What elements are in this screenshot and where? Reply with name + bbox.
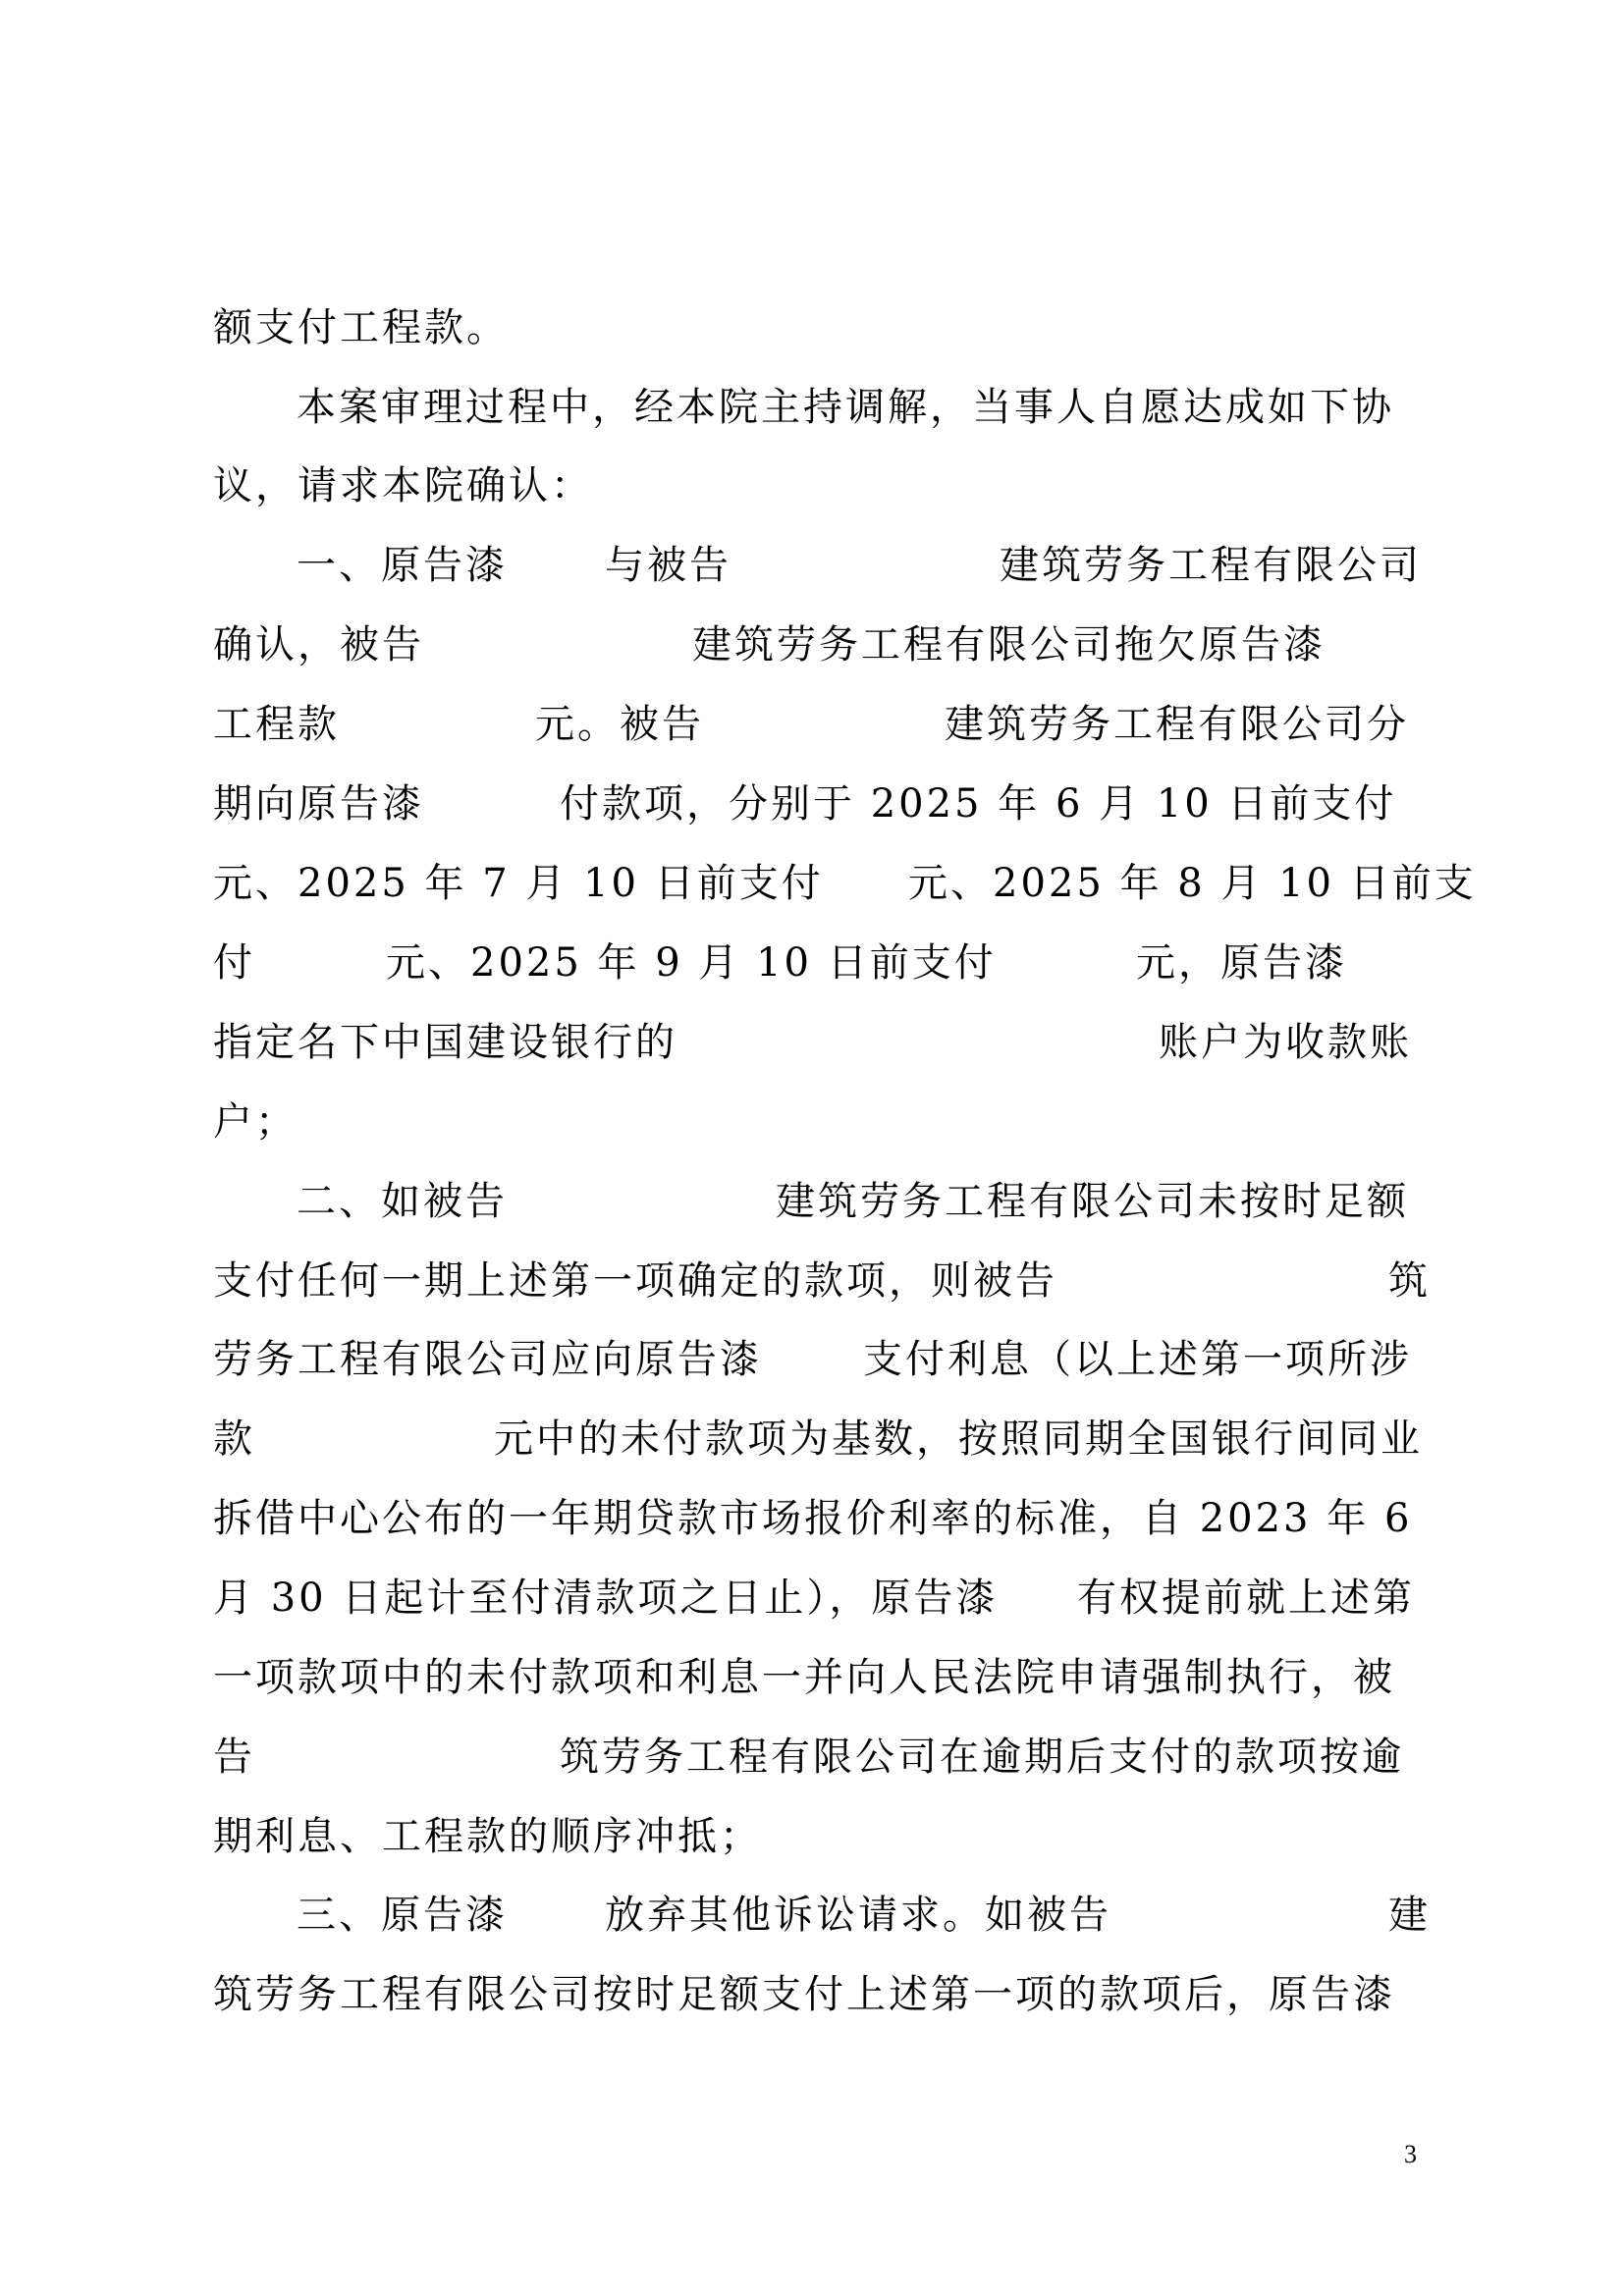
text-segment: 额支付工程款。 xyxy=(213,305,509,350)
text-segment: 建 xyxy=(1388,1893,1431,1938)
text-line-3 xyxy=(213,456,593,515)
text-segment: 账户为收款账 xyxy=(1159,1020,1412,1065)
text-line-9 xyxy=(213,934,1347,992)
text-segment: 筑劳务工程有限公司按时足额支付上述第一项的款项后，原告漆 xyxy=(213,1972,1395,2017)
text-line-15 xyxy=(213,1410,1423,1468)
text-line-19 xyxy=(213,1728,1404,1787)
text-line-17 xyxy=(213,1569,1415,1628)
text-segment: 建筑劳务工程有限公司拖欠原告漆 xyxy=(692,622,1326,667)
text-segment: 一项款项中的未付款项和利息一并向人民法院申请强制执行，被 xyxy=(213,1655,1395,1700)
text-line-21 xyxy=(297,1886,1431,1945)
text-line-2 xyxy=(297,378,1394,437)
text-segment: 付 xyxy=(213,940,255,986)
text-line-14 xyxy=(213,1330,1412,1389)
text-segment: 期向原告漆 xyxy=(213,781,424,827)
text-line-10 xyxy=(213,1013,1412,1072)
text-segment: 指定名下中国建设银行的 xyxy=(213,1020,677,1065)
text-segment: 户； xyxy=(213,1099,298,1145)
text-line-12 xyxy=(297,1172,1409,1231)
text-segment: 支付利息（以上述第一项所涉 xyxy=(863,1337,1412,1382)
text-segment: 元，原告漆 xyxy=(1136,940,1347,986)
text-segment: 付款项，分别于 2025 年 6 月 10 日前支付 xyxy=(560,781,1397,827)
text-line-20 xyxy=(213,1807,762,1866)
text-line-7 xyxy=(213,774,1397,833)
text-segment: 建筑劳务工程有限公司 xyxy=(1000,543,1422,588)
text-segment: 告 xyxy=(213,1735,255,1780)
text-line-18 xyxy=(213,1648,1395,1707)
text-segment: 有权提前就上述第 xyxy=(1077,1575,1415,1621)
text-segment: 月 30 日起计至付清款项之日止），原告漆 xyxy=(213,1575,999,1621)
text-segment: 建筑劳务工程有限公司分 xyxy=(945,702,1409,747)
text-segment: 元中的未付款项为基数，按照同期全国银行间同业 xyxy=(494,1416,1423,1462)
text-segment: 元、2025 年 8 月 10 日前支 xyxy=(908,861,1477,906)
text-line-4 xyxy=(297,536,1422,595)
text-line-16 xyxy=(213,1489,1413,1548)
text-line-22 xyxy=(213,1965,1395,2024)
text-segment: 元、2025 年 7 月 10 日前支付 xyxy=(213,861,824,906)
text-segment: 一、原告漆 xyxy=(297,543,508,588)
text-line-5 xyxy=(213,615,1326,674)
text-line-8 xyxy=(213,854,1477,913)
text-line-1 xyxy=(213,298,509,357)
text-segment: 筑劳务工程有限公司在逾期后支付的款项按逾 xyxy=(560,1735,1404,1780)
text-segment: 支付任何一期上述第一项确定的款项，则被告 xyxy=(213,1258,1057,1304)
text-segment: 元、2025 年 9 月 10 日前支付 xyxy=(386,940,997,986)
text-segment: 劳务工程有限公司应向原告漆 xyxy=(213,1337,762,1382)
text-segment: 工程款 xyxy=(213,702,340,747)
text-segment: 二、如被告 xyxy=(297,1179,508,1224)
text-segment: 元。被告 xyxy=(535,702,704,747)
text-line-11 xyxy=(213,1093,298,1151)
text-segment: 本案审理过程中，经本院主持调解，当事人自愿达成如下协 xyxy=(297,385,1394,430)
text-segment: 筑 xyxy=(1388,1258,1431,1304)
page-number: 3 xyxy=(1404,2140,1417,2168)
text-segment: 建筑劳务工程有限公司未按时足额 xyxy=(776,1179,1409,1224)
text-segment: 议，请求本院确认： xyxy=(213,463,593,508)
text-segment: 放弃其他诉讼请求。如被告 xyxy=(605,1893,1111,1938)
text-segment: 三、原告漆 xyxy=(297,1893,508,1938)
text-segment: 与被告 xyxy=(605,543,731,588)
text-segment: 拆借中心公布的一年期贷款市场报价利率的标准，自 2023 年 6 xyxy=(213,1496,1413,1541)
text-segment: 确认，被告 xyxy=(213,622,424,667)
text-segment: 期利息、工程款的顺序冲抵； xyxy=(213,1814,762,1859)
text-line-13 xyxy=(213,1252,1431,1310)
text-line-6 xyxy=(213,695,1409,754)
text-segment: 款 xyxy=(213,1416,255,1462)
